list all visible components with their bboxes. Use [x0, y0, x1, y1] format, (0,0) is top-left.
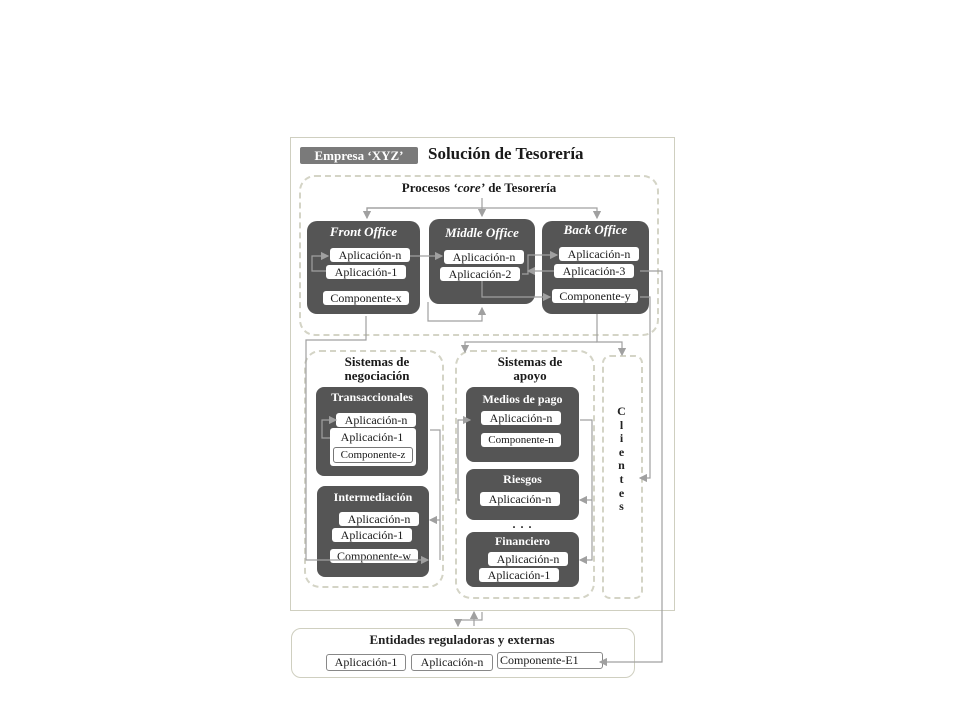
office-bus-front-arrow: [367, 208, 420, 218]
clientes-letter: l: [619, 417, 624, 432]
ext-app-1: Aplicación-1: [326, 654, 406, 671]
financiero-app-1: Aplicación-1: [479, 568, 559, 582]
front-app-n: Aplicación-n: [330, 248, 410, 262]
inter-app-n: Aplicación-n: [339, 512, 419, 526]
middle-app-n: Aplicación-n: [444, 250, 524, 264]
financiero-app-n: Aplicación-n: [488, 552, 568, 566]
back-app3-right-link: [600, 271, 662, 662]
back-support-link: [597, 314, 622, 355]
back-clientes-link: [640, 297, 650, 478]
negotiation-systems-title: Sistemas de negociación: [344, 354, 410, 383]
page-title: Solución de Tesorería: [428, 144, 584, 163]
trans-internal-link: [322, 420, 336, 438]
ext-app-n: Aplicación-n: [411, 654, 493, 671]
back-office-title: Back Office: [563, 222, 628, 237]
componente-x-link: [428, 302, 482, 321]
middle-office-title: Middle Office: [445, 225, 519, 240]
negotiation-right-bus: [430, 430, 440, 560]
core-title-emphasis: ‘core’: [453, 180, 485, 195]
front-component-x: Componente-x: [323, 291, 409, 305]
middle-app-2: Aplicación-2: [440, 267, 520, 281]
core-title-suffix: de Tesorería: [484, 180, 557, 195]
more-systems-ellipsis: . . .: [512, 517, 533, 531]
middle-componente-y-link: [482, 281, 550, 297]
intermediacion-title: Intermediación: [333, 490, 413, 504]
external-entities-title: Entidades reguladoras y externas: [369, 632, 555, 647]
clientes-letter: e: [618, 444, 625, 459]
transaccionales-title: Transaccionales: [331, 390, 413, 404]
clientes-letter: C: [617, 404, 626, 418]
riesgos-title: Riesgos: [503, 472, 542, 486]
financiero-title: Financiero: [494, 534, 551, 548]
trans-app-n: Aplicación-n: [336, 413, 416, 427]
trans-app-1: Aplicación-1: [332, 430, 412, 444]
support-systems-title: Sistemas de apoyo: [497, 354, 563, 383]
ext-component-e1: Componente-E1: [497, 652, 603, 669]
medios-left-link: [458, 420, 470, 500]
medios-app-n: Aplicación-n: [481, 411, 561, 425]
front-office-title: Front Office: [329, 224, 398, 239]
clientes-letter: t: [619, 471, 624, 486]
back-app-n: Aplicación-n: [559, 247, 639, 261]
inter-app-1: Aplicación-1: [332, 528, 412, 542]
front-app-1: Aplicación-1: [326, 265, 406, 279]
medios-pago-title: Medios de pago: [482, 392, 563, 406]
back-app-3: Aplicación-3: [554, 264, 634, 278]
clientes-letter: s: [619, 499, 624, 514]
support-right-bus: [580, 420, 592, 560]
riesgos-app-n: Aplicación-n: [480, 492, 560, 506]
clientes-letter: n: [618, 458, 625, 473]
company-badge: Empresa ‘XYZ’: [300, 147, 418, 164]
clientes-letter: e: [618, 485, 625, 500]
clientes-letter: i: [619, 431, 624, 446]
trans-component-z: Componente-z: [333, 447, 413, 463]
back-support-left-link: [465, 342, 597, 352]
frame-entities-down: [458, 612, 482, 626]
front-internal-link: [312, 256, 328, 271]
inter-component-w: Componente-w: [330, 549, 418, 563]
core-title-prefix: Procesos: [401, 180, 454, 195]
medios-component-n: Componente-n: [481, 433, 561, 447]
back-component-y: Componente-y: [552, 289, 638, 303]
